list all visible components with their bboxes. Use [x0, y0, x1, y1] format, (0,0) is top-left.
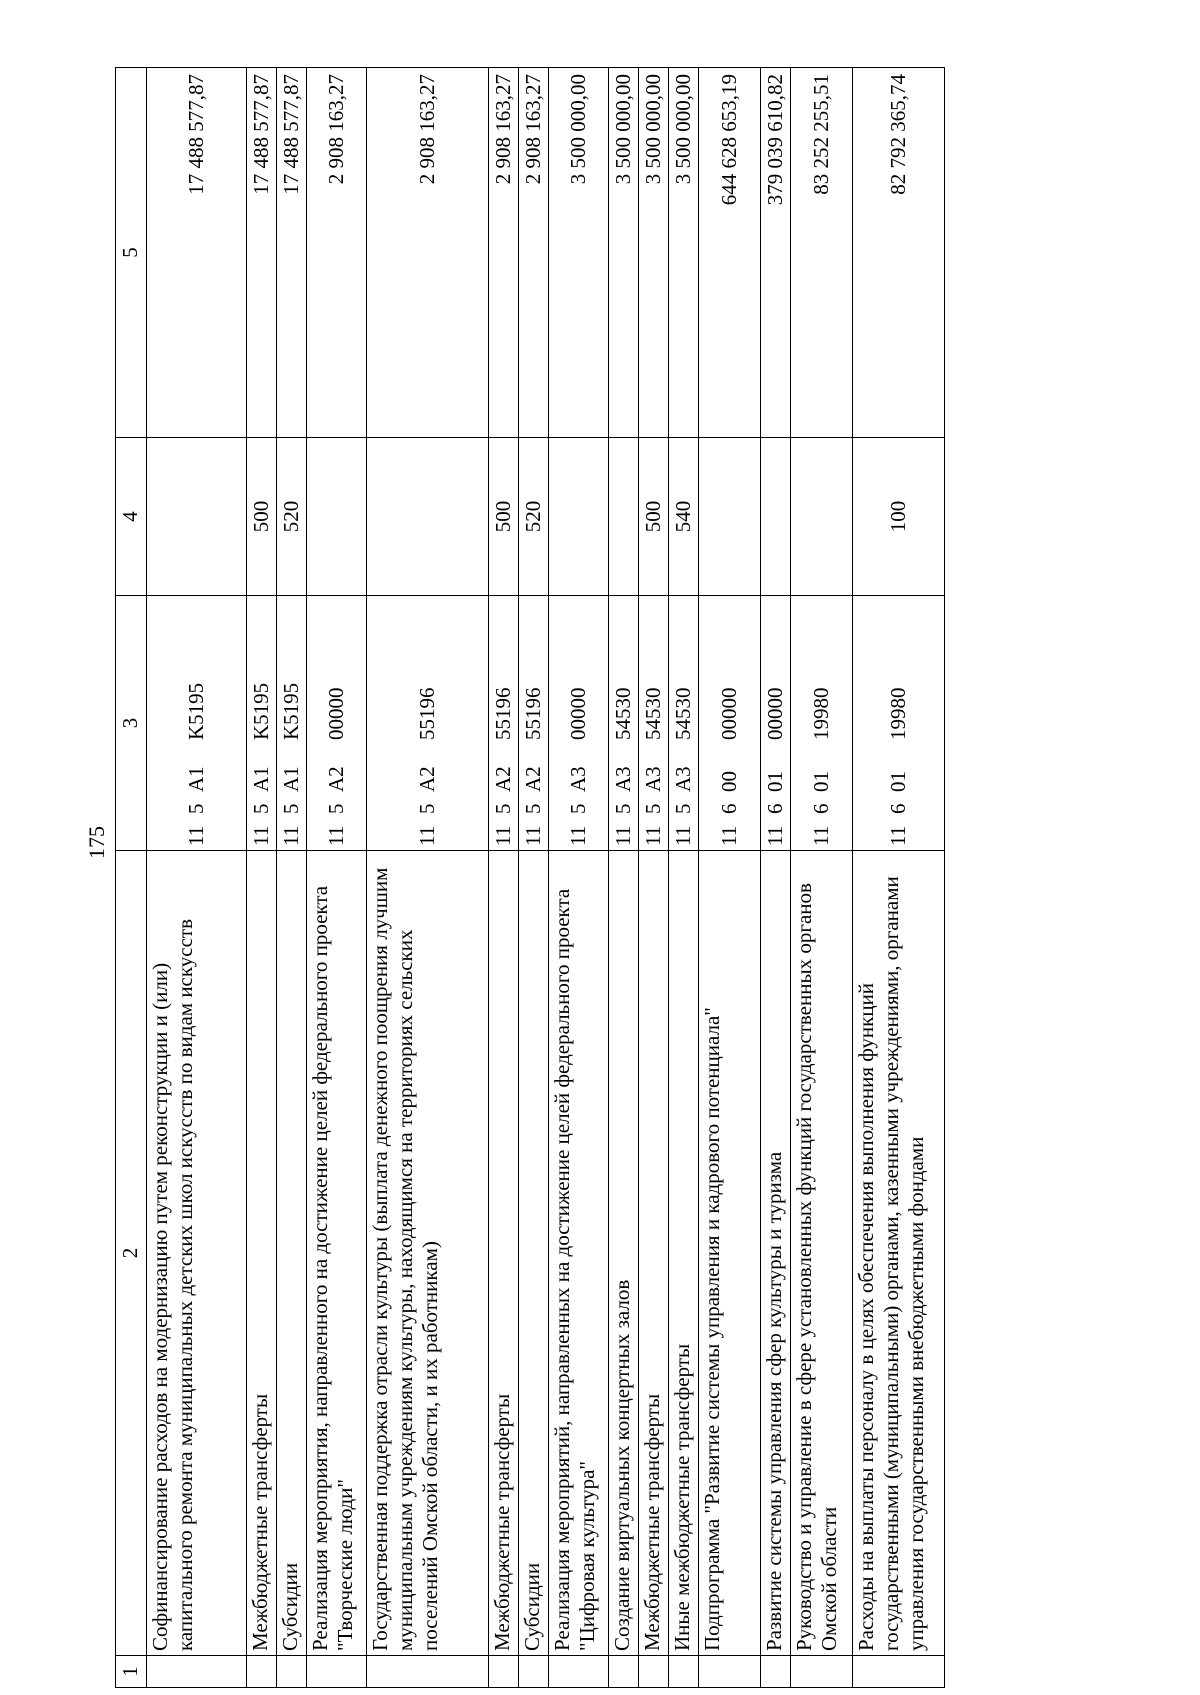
amount-cell: 2 908 163,27 — [307, 68, 367, 438]
classification-code-cell — [609, 596, 639, 851]
code-part: 5 — [640, 803, 665, 814]
code-part: 5 — [278, 803, 303, 814]
table-row — [609, 68, 639, 1688]
code-part: 11 — [248, 825, 273, 846]
table-row — [853, 68, 945, 1688]
table-row — [277, 68, 307, 1688]
table-row — [307, 68, 367, 1688]
code-part: 11 — [520, 825, 545, 846]
classification-code-cell — [307, 596, 367, 851]
code-part: 5 — [183, 803, 208, 814]
expense-type-cell — [307, 438, 367, 596]
classification-code-cell — [639, 596, 669, 851]
classification-code-cell — [367, 596, 489, 851]
code-part: 54530 — [670, 687, 695, 740]
code-part: 00000 — [565, 687, 590, 740]
expense-type-cell: 520 — [277, 438, 307, 596]
code-part: А1 — [183, 766, 208, 792]
budget-table-body — [116, 68, 945, 1688]
amount-cell: 83 252 255,51 — [791, 68, 853, 438]
item-name-cell: Реализация мероприятия, направленного на достижение целей федерального проекта "Творческие люди" — [307, 851, 367, 1656]
item-name-cell: Реализация мероприятий, направленных на достижение целей федерального проекта "Цифровая культура" — [549, 851, 609, 1656]
expense-type-cell — [549, 438, 609, 596]
amount-cell: 82 792 365,74 — [853, 68, 945, 438]
code-part: 00000 — [762, 687, 787, 740]
amount-cell: 17 488 577,87 — [247, 68, 277, 438]
expense-type-cell: 540 — [669, 438, 699, 596]
amount-cell: 379 039 610,82 — [761, 68, 791, 438]
table-row — [669, 68, 699, 1688]
code-part: А2 — [490, 766, 515, 792]
row-index-cell — [699, 1656, 761, 1688]
column-header: 3 — [116, 596, 147, 851]
code-part: 54530 — [640, 687, 665, 740]
expense-type-cell: 500 — [489, 438, 519, 596]
code-part: 54530 — [610, 687, 635, 740]
item-name-cell: Межбюджетные трансферты — [639, 851, 669, 1656]
code-part: А2 — [414, 766, 439, 792]
classification-code-cell — [791, 596, 853, 851]
classification-code-cell — [277, 596, 307, 851]
code-part: 11 — [670, 825, 695, 846]
code-part: А2 — [323, 766, 348, 792]
code-part: 55196 — [490, 687, 515, 740]
code-part: 5 — [610, 803, 635, 814]
table-row — [549, 68, 609, 1688]
amount-cell: 2 908 163,27 — [367, 68, 489, 438]
classification-code-cell — [853, 596, 945, 851]
code-part: 11 — [610, 825, 635, 846]
code-part: А3 — [640, 766, 665, 792]
code-part: 11 — [885, 825, 910, 846]
code-part: 01 — [808, 771, 833, 792]
code-part: K5195 — [248, 682, 273, 740]
column-header: 2 — [116, 851, 147, 1656]
code-part: 5 — [565, 803, 590, 814]
code-part: 01 — [762, 771, 787, 792]
expense-type-cell: 520 — [519, 438, 549, 596]
item-name-cell: Создание виртуальных концертных залов — [609, 851, 639, 1656]
rotated-page-content — [115, 68, 1200, 1688]
row-index-cell — [519, 1656, 549, 1688]
code-part: 55196 — [520, 687, 545, 740]
code-part: 5 — [670, 803, 695, 814]
table-row — [489, 68, 519, 1688]
code-part: 5 — [520, 803, 545, 814]
amount-cell: 2 908 163,27 — [489, 68, 519, 438]
code-part: А1 — [278, 766, 303, 792]
code-part: 11 — [183, 825, 208, 846]
code-part: А3 — [565, 766, 590, 792]
row-index-cell — [669, 1656, 699, 1688]
row-index-cell — [147, 1656, 247, 1688]
code-part: 6 — [808, 803, 833, 814]
row-index-cell — [639, 1656, 669, 1688]
page-number: 175 — [84, 826, 109, 859]
row-index-cell — [307, 1656, 367, 1688]
column-header: 5 — [116, 68, 147, 438]
expense-type-cell — [761, 438, 791, 596]
amount-cell: 17 488 577,87 — [147, 68, 247, 438]
code-part: K5195 — [183, 682, 208, 740]
amount-cell: 644 628 653,19 — [699, 68, 761, 438]
code-part: 5 — [248, 803, 273, 814]
code-part: 11 — [565, 825, 590, 846]
expense-type-cell — [367, 438, 489, 596]
code-part: K5195 — [278, 682, 303, 740]
row-index-cell — [277, 1656, 307, 1688]
row-index-cell — [609, 1656, 639, 1688]
code-part: 5 — [414, 803, 439, 814]
expense-type-cell — [699, 438, 761, 596]
code-part: 11 — [640, 825, 665, 846]
item-name-cell: Межбюджетные трансферты — [247, 851, 277, 1656]
table-row — [519, 68, 549, 1688]
amount-cell: 3 500 000,00 — [609, 68, 639, 438]
table-row — [147, 68, 247, 1688]
amount-cell: 3 500 000,00 — [549, 68, 609, 438]
table-row — [247, 68, 277, 1688]
item-name-cell: Межбюджетные трансферты — [489, 851, 519, 1656]
budget-table — [115, 67, 945, 1688]
item-name-cell: Иные межбюджетные трансферты — [669, 851, 699, 1656]
code-part: 11 — [808, 825, 833, 846]
code-part: А3 — [610, 766, 635, 792]
expense-type-cell — [147, 438, 247, 596]
code-part: А2 — [520, 766, 545, 792]
code-part: 01 — [885, 771, 910, 792]
classification-code-cell — [669, 596, 699, 851]
item-name-cell: Расходы на выплаты персоналу в целях обеспечения выполнения функций государственными (муниципальными) органами, казенными учреждениями, органами управления государственными внебюджетными фондами — [853, 851, 945, 1656]
item-name-cell: Подпрограмма "Развитие системы управления и кадрового потенциала" — [699, 851, 761, 1656]
item-name-cell: Софинансирование расходов на модернизацию путем реконструкции и (или) капитального ремонта муниципальных детских школ искусств по видам искусств — [147, 851, 247, 1656]
table-row — [699, 68, 761, 1688]
row-index-cell — [367, 1656, 489, 1688]
row-index-cell — [549, 1656, 609, 1688]
row-index-cell — [791, 1656, 853, 1688]
classification-code-cell — [147, 596, 247, 851]
code-part: А3 — [670, 766, 695, 792]
table-header-row — [116, 68, 147, 1688]
code-part: 11 — [323, 825, 348, 846]
code-part: 00000 — [716, 687, 741, 740]
classification-code-cell — [761, 596, 791, 851]
expense-type-cell: 500 — [247, 438, 277, 596]
code-part: 00 — [716, 771, 741, 792]
amount-cell: 2 908 163,27 — [519, 68, 549, 438]
code-part: 11 — [490, 825, 515, 846]
code-part: 19980 — [808, 687, 833, 740]
code-part: 11 — [414, 825, 439, 846]
code-part: 11 — [716, 825, 741, 846]
amount-cell: 17 488 577,87 — [277, 68, 307, 438]
code-part: 00000 — [323, 687, 348, 740]
code-part: 11 — [278, 825, 303, 846]
table-row — [761, 68, 791, 1688]
classification-code-cell — [549, 596, 609, 851]
item-name-cell: Руководство и управление в сфере установленных функций государственных органов Омской области — [791, 851, 853, 1656]
row-index-cell — [247, 1656, 277, 1688]
expense-type-cell: 500 — [639, 438, 669, 596]
classification-code-cell — [699, 596, 761, 851]
expense-type-cell — [609, 438, 639, 596]
code-part: 55196 — [414, 687, 439, 740]
table-row — [639, 68, 669, 1688]
item-name-cell: Государственная поддержка отрасли культуры (выплата денежного поощрения лучшим муниципальным учреждениям культуры, находящимся на территориях сельских поселений Омской области, и их работникам) — [367, 851, 489, 1656]
item-name-cell: Развитие системы управления сфер культуры и туризма — [761, 851, 791, 1656]
classification-code-cell — [519, 596, 549, 851]
expense-type-cell: 100 — [853, 438, 945, 596]
code-part: А1 — [248, 766, 273, 792]
table-row — [791, 68, 853, 1688]
code-part: 5 — [323, 803, 348, 814]
code-part: 11 — [762, 825, 787, 846]
code-part: 6 — [885, 803, 910, 814]
table-row — [367, 68, 489, 1688]
expense-type-cell — [791, 438, 853, 596]
classification-code-cell — [489, 596, 519, 851]
amount-cell: 3 500 000,00 — [669, 68, 699, 438]
code-part: 6 — [716, 803, 741, 814]
row-index-cell — [489, 1656, 519, 1688]
amount-cell: 3 500 000,00 — [639, 68, 669, 438]
code-part: 19980 — [885, 687, 910, 740]
row-index-cell — [761, 1656, 791, 1688]
row-index-cell — [853, 1656, 945, 1688]
column-header: 1 — [116, 1656, 147, 1688]
item-name-cell: Субсидии — [519, 851, 549, 1656]
column-header: 4 — [116, 438, 147, 596]
code-part: 6 — [762, 803, 787, 814]
item-name-cell: Субсидии — [277, 851, 307, 1656]
classification-code-cell — [247, 596, 277, 851]
code-part: 5 — [490, 803, 515, 814]
